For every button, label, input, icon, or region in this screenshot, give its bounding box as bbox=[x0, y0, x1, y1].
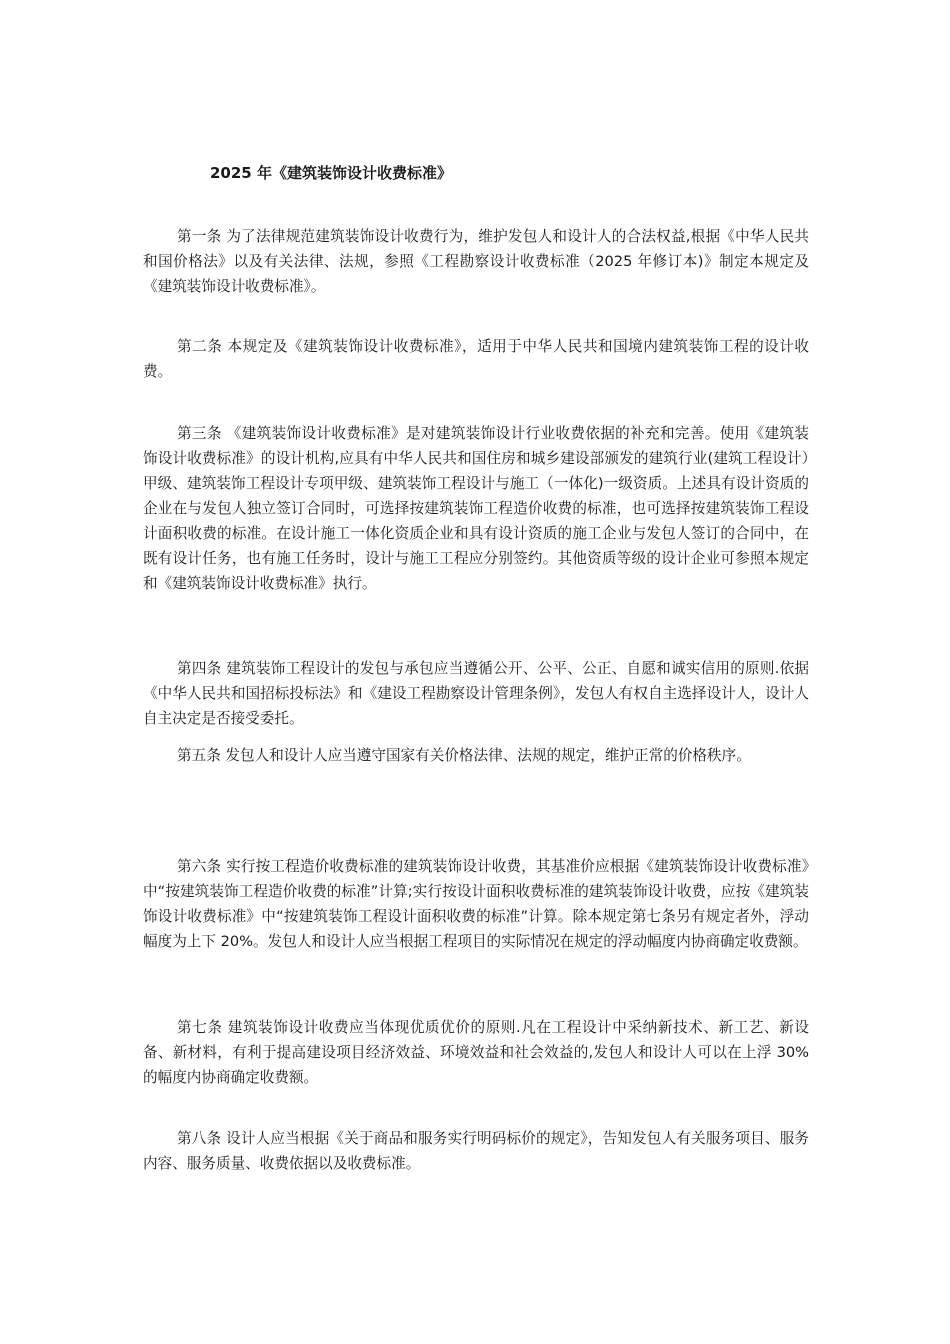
article-2: 第二条 本规定及《建筑装饰设计收费标准》，适用于中华人民共和国境内建筑装饰工程的设计收费。 bbox=[143, 338, 809, 380]
article-4: 第四条 建筑装饰工程设计的发包与承包应当遵循公开、公平、公正、自愿和诚实信用的原则.依据《中华人民共和国招标投标法》和《建设工程勘察设计管理条例》，发包人有权自主选择设计人，设计人自主决定是否接受委托。 bbox=[143, 660, 809, 727]
article-5: 第五条 发包人和设计人应当遵守国家有关价格法律、法规的规定，维护正常的价格秩序。 bbox=[177, 747, 751, 764]
article-7: 第七条 建筑装饰设计收费应当体现优质优价的原则.凡在工程设计中采纳新技术、新工艺、新设备、新材料，有利于提高建设项目经济效益、环境效益和社会效益的,发包人和设计人可以在上浮 30%的幅度内协商确定收费额。 bbox=[143, 1019, 809, 1086]
article-8: 第八条 设计人应当根据《关于商品和服务实行明码标价的规定》，告知发包人有关服务项目、服务内容、服务质量、收费依据以及收费标准。 bbox=[143, 1130, 809, 1172]
article-1: 第一条 为了法律规范建筑装饰设计收费行为，维护发包人和设计人的合法权益,根据《中华人民共和国价格法》以及有关法律、法规，参照《工程勘察设计收费标准（2025 年修订本)》制定本规定及《建筑装饰设计收费标准》。 bbox=[143, 228, 809, 295]
document-title: 2025 年《建筑装饰设计收费标准》 bbox=[210, 164, 452, 182]
article-3: 第三条 《建筑装饰设计收费标准》是对建筑装饰设计行业收费依据的补充和完善。使用《建筑装饰设计收费标准》的设计机构,应具有中华人民共和国住房和城乡建设部颁发的建筑行业(建筑工程设计）甲级、建筑装饰工程设计专项甲级、建筑装饰工程设计与施工（一体化)一级资质。上述具有设计资质的企业在与发包人独立签订合同时，可选择按建筑装饰工程造价收费的标准，也可选择按建筑装饰工程设计面积收费的标准。在设计施工一体化资质企业和具有设计资质的施工企业与发包人签订的合同中，在既有设计任务，也有施工任务时，设计与施工工程应分别签约。其他资质等级的设计企业可参照本规定和《建筑装饰设计收费标准》执行。 bbox=[143, 425, 809, 592]
article-6: 第六条 实行按工程造价收费标准的建筑装饰设计收费，其基准价应根据《建筑装饰设计收费标准》中“按建筑装饰工程造价收费的标准”计算;实行按设计面积收费标准的建筑装饰设计收费，应按《建筑装饰设计收费标准》中“按建筑装饰工程设计面积收费的标准”计算。除本规定第七条另有规定者外，浮动幅度为上下 20%。发包人和设计人应当根据工程项目的实际情况在规定的浮动幅度内协商确定收费额。 bbox=[143, 858, 809, 950]
